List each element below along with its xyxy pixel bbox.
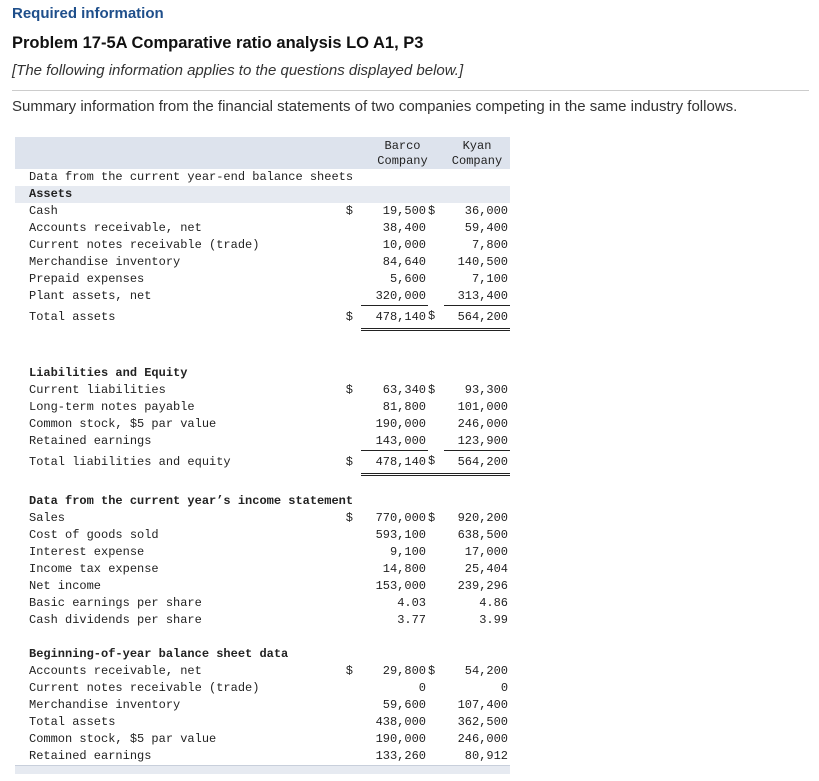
row-label: Cash bbox=[29, 204, 58, 218]
kyan-value: 362,500 bbox=[457, 715, 509, 729]
currency-sign: $ bbox=[428, 511, 436, 525]
row-label: Common stock, $5 par value bbox=[29, 417, 217, 431]
kyan-value: 239,296 bbox=[457, 579, 509, 593]
kyan-value: 93,300 bbox=[464, 383, 509, 397]
barco-value: 5,600 bbox=[389, 272, 426, 286]
table-row bbox=[15, 663, 510, 680]
barco-value: 143,000 bbox=[361, 433, 428, 451]
row-label: Accounts receivable, net bbox=[29, 664, 202, 678]
table-row bbox=[15, 237, 510, 254]
barco-header-line2: Company bbox=[377, 154, 428, 168]
row-label: Current notes receivable (trade) bbox=[29, 681, 260, 695]
total-row bbox=[15, 306, 510, 330]
barco-value: 478,140 bbox=[361, 451, 428, 475]
kyan-value: 3.99 bbox=[479, 613, 509, 627]
kyan-value: 54,200 bbox=[464, 664, 509, 678]
row-label: Prepaid expenses bbox=[29, 272, 145, 286]
barco-value: 593,100 bbox=[375, 528, 426, 542]
barco-value: 153,000 bbox=[375, 579, 426, 593]
barco-value: 3.77 bbox=[397, 613, 426, 627]
currency-sign: $ bbox=[345, 383, 353, 397]
table-row bbox=[15, 527, 510, 544]
barco-value: 770,000 bbox=[375, 511, 426, 525]
currency-sign: $ bbox=[428, 664, 436, 678]
kyan-value: 36,000 bbox=[464, 204, 509, 218]
kyan-value: 7,800 bbox=[472, 238, 509, 252]
kyan-header-line2: Company bbox=[451, 154, 503, 168]
table-row bbox=[15, 748, 510, 766]
barco-header-line1: Barco bbox=[384, 139, 421, 153]
section-heading-row bbox=[15, 186, 510, 203]
barco-value: 133,260 bbox=[375, 749, 426, 763]
kyan-value: 17,000 bbox=[464, 545, 509, 559]
table-footer-bar bbox=[15, 766, 510, 775]
table-header-row bbox=[15, 137, 510, 169]
financial-data-table bbox=[15, 137, 510, 774]
instructions-note: [The following information applies to the questions displayed below.] bbox=[12, 62, 464, 79]
kyan-value: 101,000 bbox=[457, 400, 509, 414]
row-label: Retained earnings bbox=[29, 749, 152, 763]
table-row bbox=[15, 416, 510, 433]
kyan-header-line1: Kyan bbox=[462, 139, 492, 153]
barco-value: 9,100 bbox=[389, 545, 426, 559]
row-label: Cash dividends per share bbox=[29, 613, 202, 627]
barco-value: 14,800 bbox=[382, 562, 426, 576]
table-row bbox=[15, 433, 510, 451]
barco-value: 81,800 bbox=[382, 400, 426, 414]
kyan-value: 246,000 bbox=[457, 417, 509, 431]
row-label: Long-term notes payable bbox=[29, 400, 195, 414]
barco-value: 10,000 bbox=[382, 238, 426, 252]
row-label: Common stock, $5 par value bbox=[29, 732, 217, 746]
table-row bbox=[15, 254, 510, 271]
row-label: Plant assets, net bbox=[29, 289, 152, 304]
currency-sign: $ bbox=[345, 664, 353, 678]
barco-value: 38,400 bbox=[382, 221, 426, 235]
table-row bbox=[15, 203, 510, 220]
row-label: Total assets bbox=[29, 310, 116, 324]
row-label: Income tax expense bbox=[29, 562, 159, 576]
currency-sign: $ bbox=[345, 204, 353, 218]
kyan-company-header bbox=[444, 137, 510, 169]
kyan-value: 0 bbox=[500, 681, 509, 695]
table-row bbox=[15, 544, 510, 561]
barco-value: 320,000 bbox=[361, 288, 428, 306]
barco-value: 190,000 bbox=[375, 732, 426, 746]
barco-value: 478,140 bbox=[361, 306, 428, 330]
table-row bbox=[15, 697, 510, 714]
problem-title: Problem 17-5A Comparative ratio analysis LO A1, P3 bbox=[12, 34, 424, 52]
balance-sheet-heading: Data from the current year-end balance sheets bbox=[29, 170, 354, 184]
currency-sign: $ bbox=[345, 511, 353, 525]
row-label: Cost of goods sold bbox=[29, 528, 159, 542]
barco-value: 59,600 bbox=[382, 698, 426, 712]
assets-heading: Assets bbox=[15, 186, 510, 203]
barco-value: 19,500 bbox=[382, 204, 426, 218]
currency-sign: $ bbox=[345, 455, 353, 469]
table-row bbox=[15, 510, 510, 527]
income-statement-heading: Data from the current year’s income statement bbox=[29, 494, 354, 508]
currency-sign: $ bbox=[345, 310, 353, 324]
currency-sign: $ bbox=[428, 204, 436, 218]
table-row bbox=[15, 288, 510, 306]
row-label: Interest expense bbox=[29, 545, 145, 559]
barco-value: 63,340 bbox=[382, 383, 426, 397]
currency-sign: $ bbox=[428, 383, 436, 397]
table-row bbox=[15, 578, 510, 595]
row-label: Merchandise inventory bbox=[29, 698, 181, 712]
table-row bbox=[15, 561, 510, 578]
total-row bbox=[15, 451, 510, 475]
row-label: Accounts receivable, net bbox=[29, 221, 202, 235]
kyan-value: 4.86 bbox=[479, 596, 509, 610]
row-label: Sales bbox=[29, 511, 66, 525]
barco-value: 190,000 bbox=[375, 417, 426, 431]
table-row bbox=[15, 399, 510, 416]
barco-value: 438,000 bbox=[375, 715, 426, 729]
barco-value: 4.03 bbox=[397, 596, 426, 610]
kyan-value: 7,100 bbox=[472, 272, 509, 286]
barco-value: 0 bbox=[418, 681, 426, 695]
kyan-value: 59,400 bbox=[464, 221, 509, 235]
table-row bbox=[15, 382, 510, 399]
row-label: Total assets bbox=[29, 715, 116, 729]
row-label: Net income bbox=[29, 579, 102, 593]
barco-company-header bbox=[361, 137, 444, 169]
table-row bbox=[15, 680, 510, 697]
table-row bbox=[15, 731, 510, 748]
table-row bbox=[15, 220, 510, 237]
kyan-value: 564,200 bbox=[444, 306, 510, 330]
kyan-value: 638,500 bbox=[457, 528, 509, 542]
kyan-value: 313,400 bbox=[444, 288, 510, 306]
liabilities-equity-heading: Liabilities and Equity bbox=[29, 366, 188, 380]
row-label: Current notes receivable (trade) bbox=[29, 238, 260, 252]
table-row bbox=[15, 714, 510, 731]
row-label: Basic earnings per share bbox=[29, 596, 202, 610]
kyan-value: 25,404 bbox=[464, 562, 509, 576]
kyan-value: 564,200 bbox=[444, 451, 510, 475]
row-label: Retained earnings bbox=[29, 434, 152, 449]
currency-sign: $ bbox=[428, 451, 444, 475]
section-heading-row bbox=[15, 365, 510, 382]
barco-value: 84,640 bbox=[382, 255, 426, 269]
intro-text: Summary information from the financial statements of two companies competing in the same industry follows. bbox=[12, 98, 738, 115]
row-label: Current liabilities bbox=[29, 383, 166, 397]
kyan-value: 920,200 bbox=[457, 511, 509, 525]
kyan-value: 123,900 bbox=[444, 433, 510, 451]
table-row bbox=[15, 271, 510, 288]
barco-value: 29,800 bbox=[382, 664, 426, 678]
currency-sign: $ bbox=[428, 306, 444, 330]
kyan-value: 246,000 bbox=[457, 732, 509, 746]
kyan-value: 107,400 bbox=[457, 698, 509, 712]
row-label: Merchandise inventory bbox=[29, 255, 181, 269]
divider bbox=[12, 90, 809, 91]
section-heading-row bbox=[15, 169, 510, 186]
kyan-value: 80,912 bbox=[464, 749, 509, 763]
row-label: Total liabilities and equity bbox=[29, 455, 231, 469]
beginning-balance-heading: Beginning-of-year balance sheet data bbox=[29, 647, 289, 661]
kyan-value: 140,500 bbox=[457, 255, 509, 269]
table-row bbox=[15, 612, 510, 629]
section-heading-row bbox=[15, 646, 510, 663]
required-information-heading: Required information bbox=[12, 5, 164, 22]
section-heading-row bbox=[15, 493, 510, 510]
table-row bbox=[15, 595, 510, 612]
